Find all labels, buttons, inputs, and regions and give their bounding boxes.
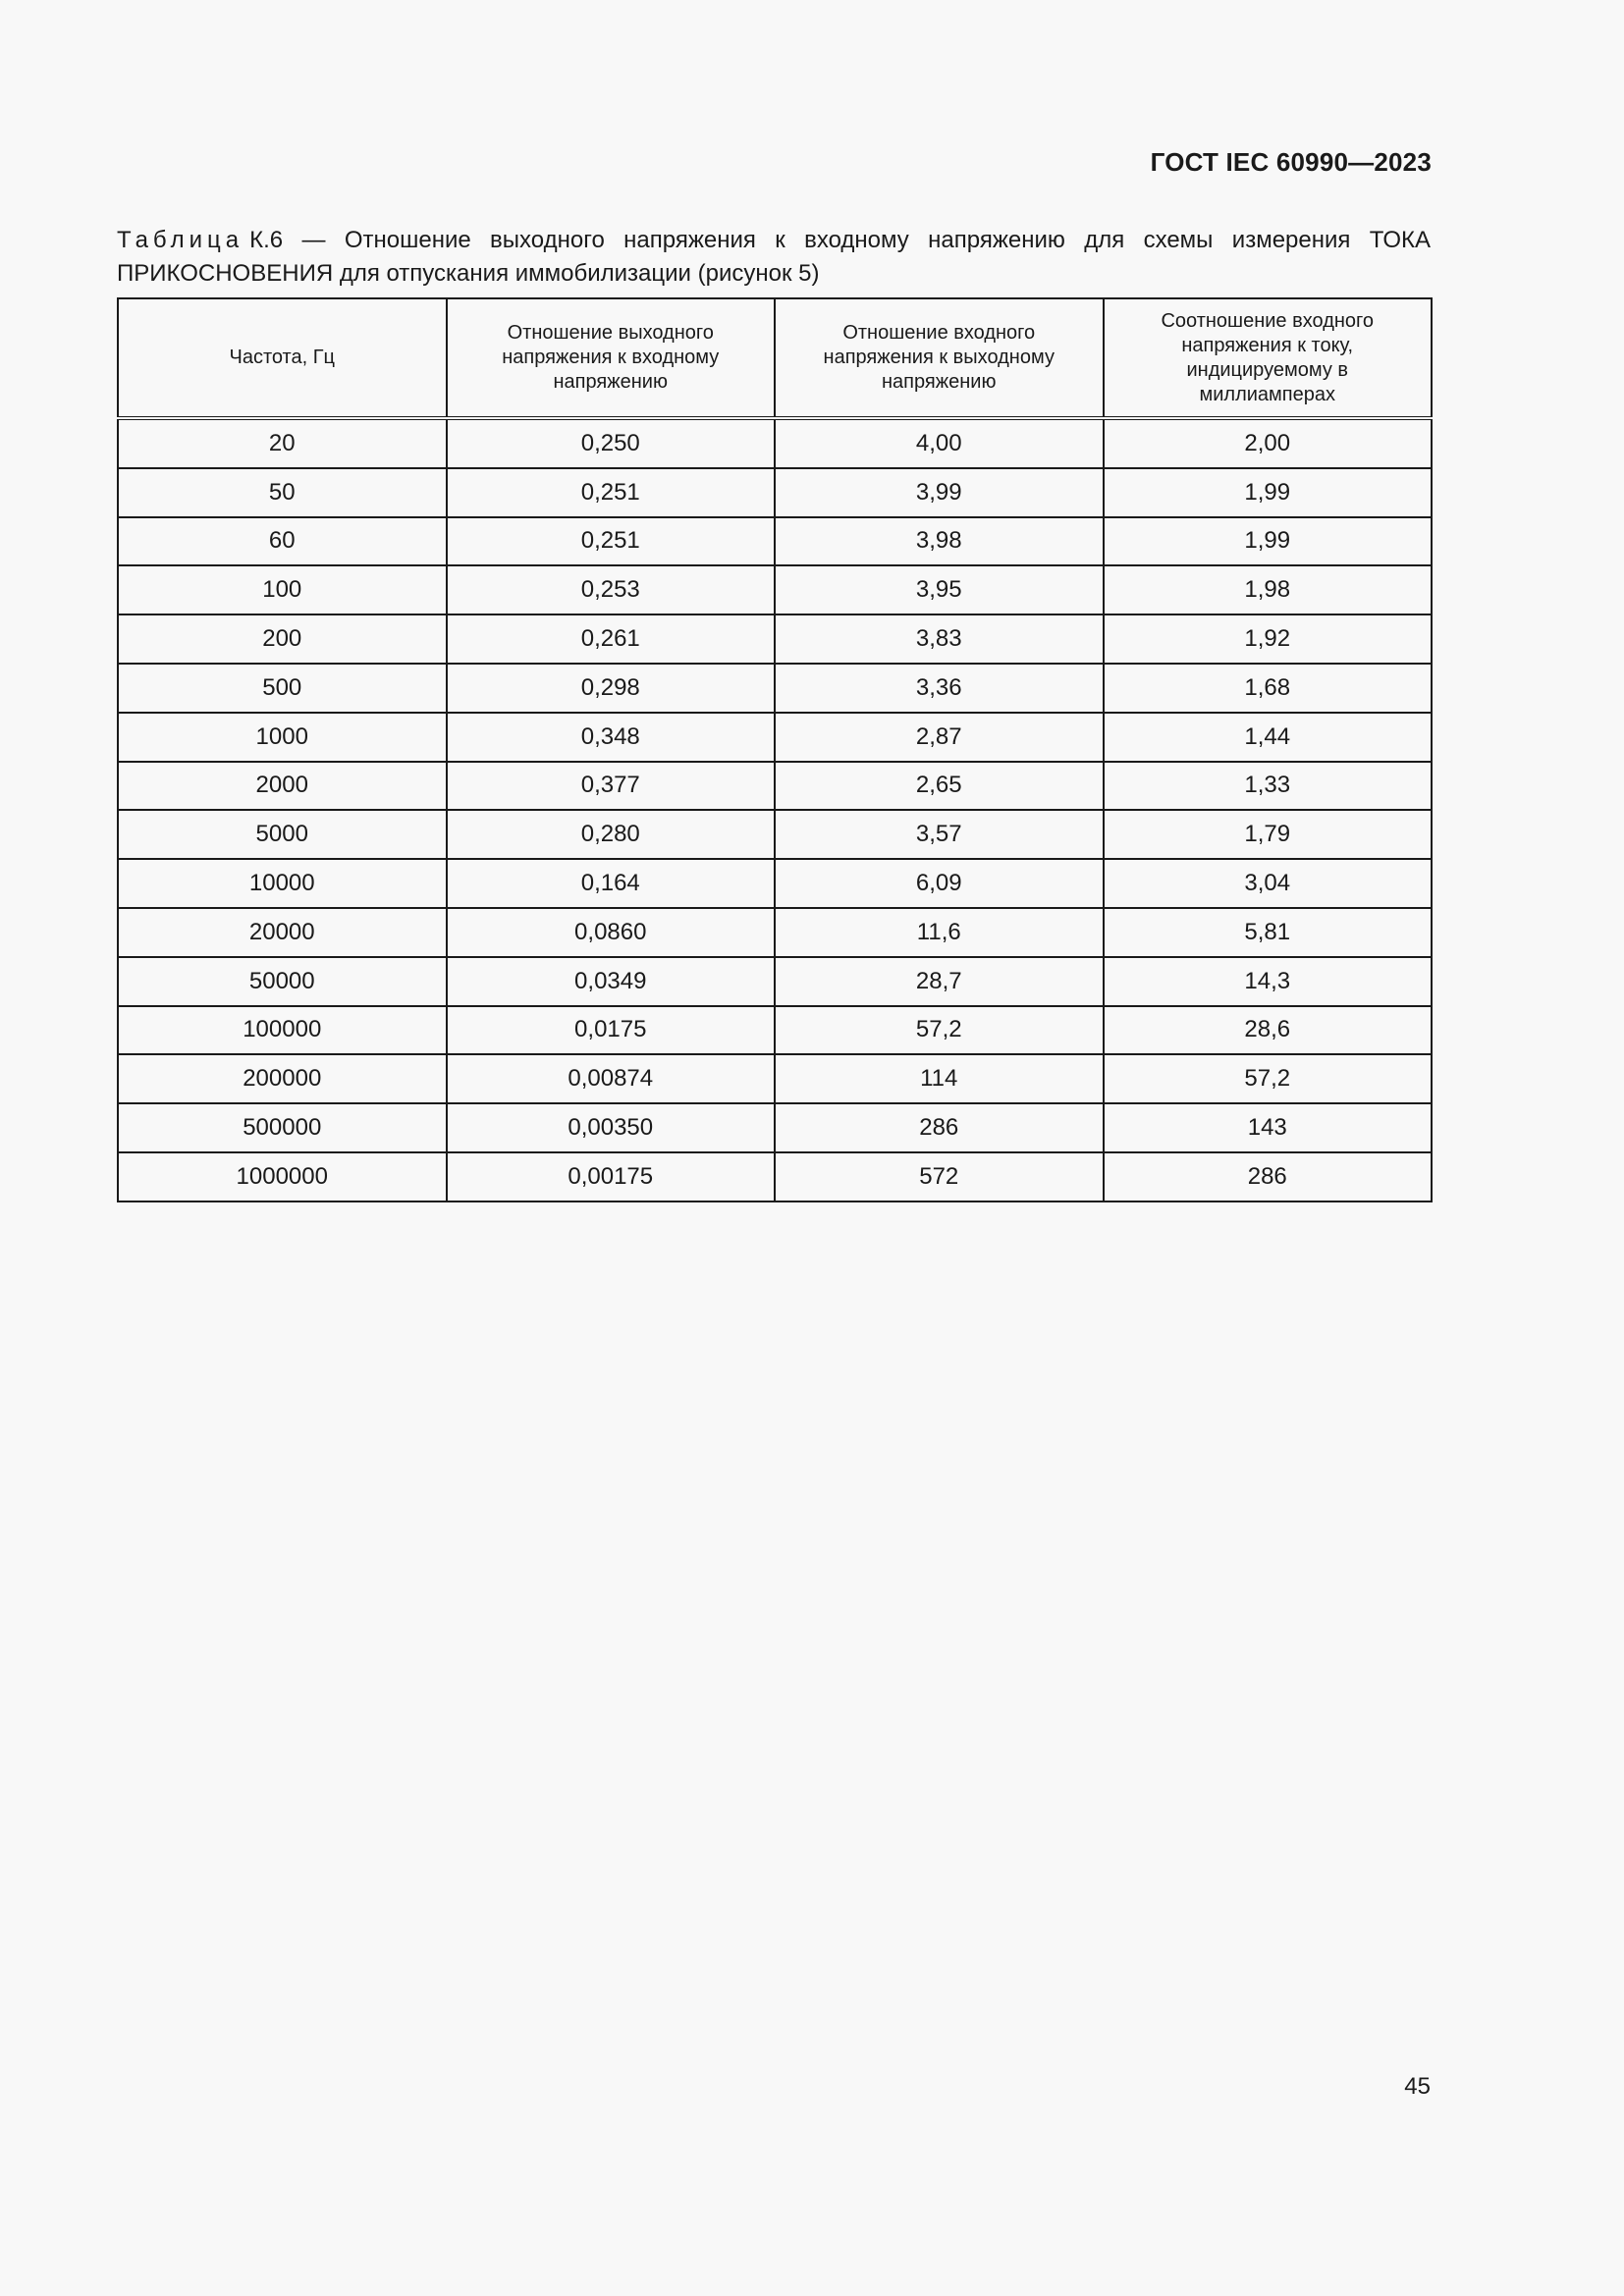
table-row: [118, 565, 1432, 614]
cell-output-input-ratio: 0,250: [447, 418, 776, 468]
cell-voltage-current-ratio: 1,79: [1104, 810, 1433, 859]
cell-output-input-ratio: 0,348: [447, 713, 776, 762]
cell-voltage-current-ratio: 1,99: [1104, 468, 1433, 517]
cell-frequency: 10000: [118, 859, 447, 908]
table-row: [118, 1054, 1432, 1103]
cell-output-input-ratio: 0,0349: [447, 957, 776, 1006]
cell-input-output-ratio: 4,00: [775, 418, 1104, 468]
table-row: [118, 1103, 1432, 1152]
document-header: ГОСТ IEC 60990—2023: [1150, 147, 1432, 177]
cell-output-input-ratio: 0,00874: [447, 1054, 776, 1103]
cell-input-output-ratio: 28,7: [775, 957, 1104, 1006]
cell-voltage-current-ratio: 1,68: [1104, 664, 1433, 713]
cell-voltage-current-ratio: 5,81: [1104, 908, 1433, 957]
cell-output-input-ratio: 0,0860: [447, 908, 776, 957]
cell-output-input-ratio: 0,377: [447, 762, 776, 811]
cell-output-input-ratio: 0,253: [447, 565, 776, 614]
table-row: [118, 418, 1432, 468]
cell-voltage-current-ratio: 1,33: [1104, 762, 1433, 811]
header-output-input-ratio: Отношение выходного напряжения к входному напряжению: [447, 298, 776, 418]
cell-voltage-current-ratio: 286: [1104, 1152, 1433, 1201]
table-row: [118, 614, 1432, 664]
table-row: [118, 468, 1432, 517]
cell-voltage-current-ratio: 14,3: [1104, 957, 1433, 1006]
table-row: [118, 762, 1432, 811]
cell-voltage-current-ratio: 143: [1104, 1103, 1433, 1152]
cell-output-input-ratio: 0,0175: [447, 1006, 776, 1055]
table-row: [118, 957, 1432, 1006]
cell-voltage-current-ratio: 3,04: [1104, 859, 1433, 908]
cell-output-input-ratio: 0,261: [447, 614, 776, 664]
cell-input-output-ratio: 2,87: [775, 713, 1104, 762]
cell-input-output-ratio: 114: [775, 1054, 1104, 1103]
cell-frequency: 5000: [118, 810, 447, 859]
cell-frequency: 200000: [118, 1054, 447, 1103]
header-input-output-ratio: Отношение входного напряжения к выходному напряжению: [775, 298, 1104, 418]
header-voltage-current-ratio: Соотношение входного напряжения к току, индицируемому в миллиамперах: [1104, 298, 1433, 418]
cell-frequency: 200: [118, 614, 447, 664]
header-frequency: Частота, Гц: [118, 298, 447, 418]
cell-input-output-ratio: 3,98: [775, 517, 1104, 566]
cell-input-output-ratio: 572: [775, 1152, 1104, 1201]
table-header-row: [118, 298, 1432, 418]
cell-voltage-current-ratio: 2,00: [1104, 418, 1433, 468]
cell-frequency: 50: [118, 468, 447, 517]
cell-output-input-ratio: 0,251: [447, 517, 776, 566]
cell-frequency: 50000: [118, 957, 447, 1006]
cell-frequency: 20: [118, 418, 447, 468]
cell-frequency: 500000: [118, 1103, 447, 1152]
cell-frequency: 2000: [118, 762, 447, 811]
table-row: [118, 908, 1432, 957]
cell-input-output-ratio: 3,99: [775, 468, 1104, 517]
table-caption: [117, 224, 1431, 291]
cell-input-output-ratio: 11,6: [775, 908, 1104, 957]
cell-voltage-current-ratio: 1,44: [1104, 713, 1433, 762]
cell-input-output-ratio: 3,95: [775, 565, 1104, 614]
cell-output-input-ratio: 0,00350: [447, 1103, 776, 1152]
caption-label: Таблица: [117, 227, 244, 253]
cell-input-output-ratio: 3,36: [775, 664, 1104, 713]
data-table: [117, 297, 1433, 1202]
cell-output-input-ratio: 0,280: [447, 810, 776, 859]
cell-input-output-ratio: 6,09: [775, 859, 1104, 908]
table-row: [118, 1152, 1432, 1201]
cell-output-input-ratio: 0,00175: [447, 1152, 776, 1201]
cell-frequency: 100: [118, 565, 447, 614]
table-body: [118, 418, 1432, 1201]
cell-input-output-ratio: 3,57: [775, 810, 1104, 859]
table-row: [118, 713, 1432, 762]
cell-output-input-ratio: 0,298: [447, 664, 776, 713]
cell-output-input-ratio: 0,164: [447, 859, 776, 908]
cell-voltage-current-ratio: 57,2: [1104, 1054, 1433, 1103]
cell-voltage-current-ratio: 28,6: [1104, 1006, 1433, 1055]
cell-frequency: 500: [118, 664, 447, 713]
cell-frequency: 100000: [118, 1006, 447, 1055]
table-row: [118, 810, 1432, 859]
table-row: [118, 1006, 1432, 1055]
page-number: 45: [1404, 2073, 1431, 2100]
cell-voltage-current-ratio: 1,92: [1104, 614, 1433, 664]
table-row: [118, 664, 1432, 713]
cell-voltage-current-ratio: 1,99: [1104, 517, 1433, 566]
cell-frequency: 1000000: [118, 1152, 447, 1201]
cell-input-output-ratio: 2,65: [775, 762, 1104, 811]
table-row: [118, 517, 1432, 566]
cell-input-output-ratio: 3,83: [775, 614, 1104, 664]
cell-voltage-current-ratio: 1,98: [1104, 565, 1433, 614]
cell-frequency: 1000: [118, 713, 447, 762]
cell-input-output-ratio: 286: [775, 1103, 1104, 1152]
cell-frequency: 20000: [118, 908, 447, 957]
cell-input-output-ratio: 57,2: [775, 1006, 1104, 1055]
cell-output-input-ratio: 0,251: [447, 468, 776, 517]
table-row: [118, 859, 1432, 908]
cell-frequency: 60: [118, 517, 447, 566]
caption-text: К.6 — Отношение выходного напряжения к входному напряжению для схемы измерения ТОКА ПРИКОСНОВЕНИЯ для отпускания иммобилизации (рисунок 5): [117, 227, 1431, 287]
